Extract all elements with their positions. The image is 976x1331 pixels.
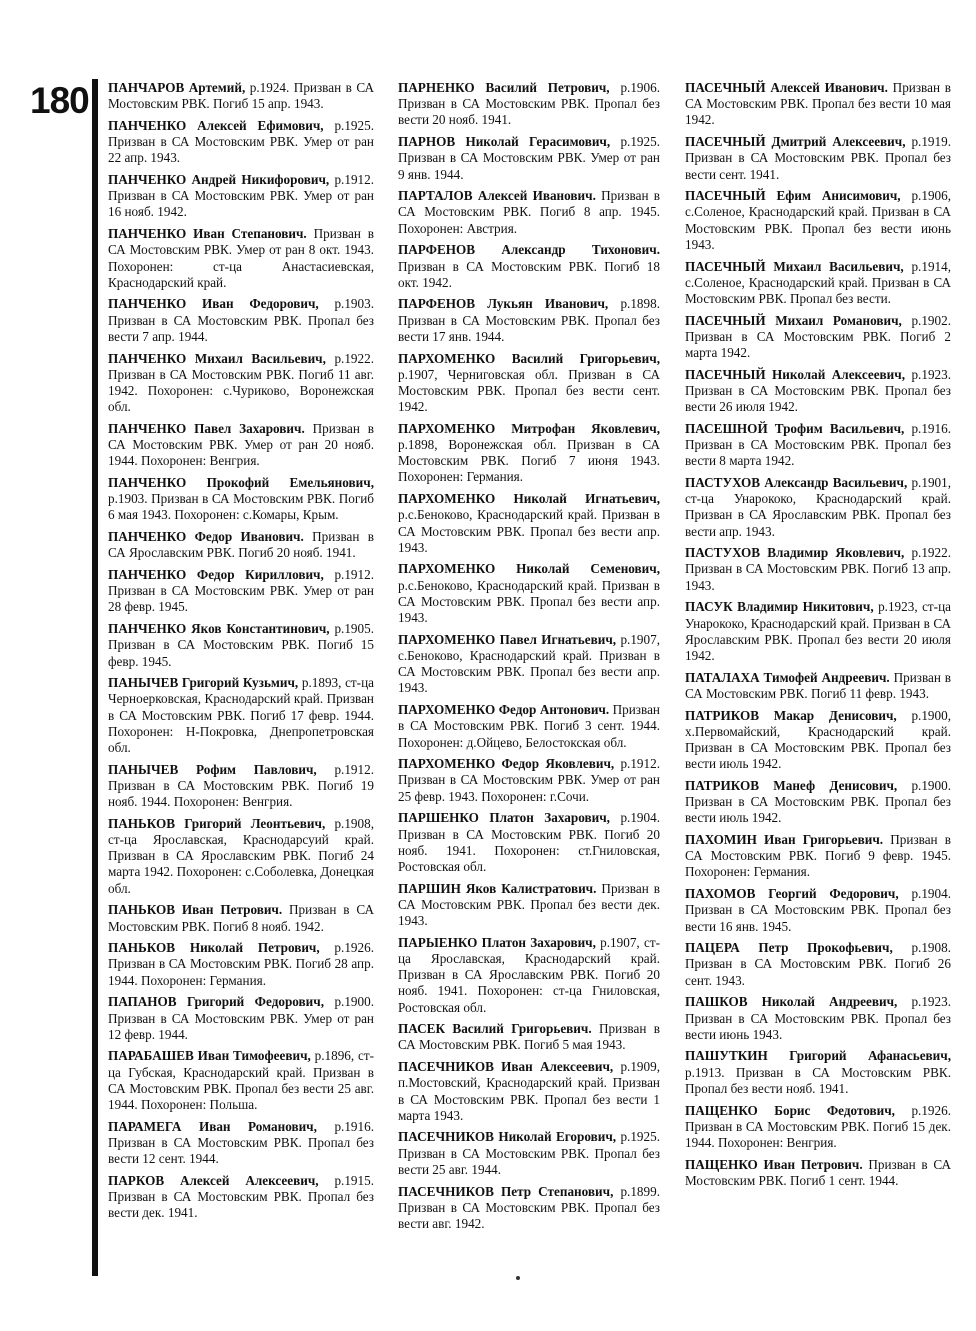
memorial-entry — [108, 118, 374, 167]
entry-surname: ПАРФЕНОВ — [398, 296, 476, 312]
entry-given-name: Иван Романович, — [198, 1118, 317, 1134]
memorial-entry — [108, 226, 374, 291]
memorial-entry — [685, 80, 951, 129]
entry-given-name: Иван Степанович. — [193, 226, 307, 242]
memorial-entry — [398, 756, 660, 805]
entry-surname: ПАНЫЧЕВ — [108, 761, 179, 777]
entry-details: р.1923. Призван в СА Мостовским РВК. Пропал без вести июнь 1943. — [685, 994, 951, 1042]
entry-details: р.1914, с.Соленое, Краснодарский край. Призван в СА Мостовским РВК. Пропал без вести. — [685, 258, 952, 306]
entry-surname: ПАШУТКИН — [685, 1048, 768, 1064]
memorial-entry — [685, 778, 951, 827]
memorial-entry — [108, 675, 374, 756]
entry-details: р.1903. Призван в СА Мостовским РВК. Погиб 6 мая 1943. Похоронен: с.Комары, Крым. — [108, 491, 374, 523]
entry-surname: ПАРХОМЕНКО — [398, 350, 496, 366]
entry-surname: ПАРТАЛОВ — [398, 188, 473, 204]
memorial-entry — [398, 351, 660, 416]
entry-details: р.1908, ст-ца Ярославская, Краснодарсуий край. Призван в СА Ярославским РВК. Погиб 24 марта 1942. Похоронен: с.Соболевка, Донецкая обл. — [108, 815, 374, 896]
entry-given-name: Александр Васильевич, — [764, 474, 908, 490]
entry-surname: ПАШКОВ — [685, 994, 748, 1010]
entry-details: р.1925. Призван в СА Мостовским РВК. Умер от ран 9 янв. 1944. — [398, 134, 660, 182]
entry-given-name: Платон Захарович, — [489, 810, 610, 826]
entry-details: р.1907, ст-ца Ярославская, Краснодарский край. Призван в СА Ярославским РВК. Погиб 20 нояб. 1941. Похоронен: ст-ца Гниловская, Ростовская обл. — [398, 934, 661, 1015]
entry-given-name: Григорий Кузьмич, — [181, 675, 299, 691]
entry-surname: ПАТРИКОВ — [685, 707, 760, 723]
entry-surname: ПАСТУХОВ — [685, 474, 761, 490]
memorial-entry — [685, 708, 951, 773]
entry-surname: ПАХОМОВ — [685, 886, 756, 902]
entry-given-name: Николай Егорович, — [498, 1129, 617, 1145]
entry-surname: ПАРХОМЕНКО — [398, 756, 496, 772]
entry-given-name: Иван Петрович. — [181, 902, 283, 918]
entry-surname: ПАРАМЕГА — [108, 1118, 182, 1134]
memorial-entry — [685, 188, 951, 253]
entry-given-name: Иван Федорович, — [202, 296, 319, 312]
entry-surname: ПАРФЕНОВ — [398, 242, 476, 258]
memorial-entry — [108, 172, 374, 221]
page-mark — [516, 1276, 520, 1280]
entry-surname: ПАНЬКОВ — [108, 815, 176, 831]
entry-surname: ПАНЧЕНКО — [108, 226, 187, 242]
entry-details: р.1915. Призван в СА Мостовским РВК. Пропал без вести дек. 1941. — [108, 1172, 374, 1221]
entry-details: р.с.Беноково, Краснодарский край. Призван в СА Мостовским РВК. Пропал без вести апр. 1943. — [398, 577, 660, 626]
entry-given-name: Михаил Васильевич, — [773, 258, 904, 274]
memorial-entry — [398, 421, 660, 486]
entry-details: р.1916. Призван в СА Мостовским РВК. Пропал без вести 12 сент. 1944. — [108, 1118, 375, 1167]
entry-given-name: Ефим Анисимович, — [776, 188, 901, 204]
entry-surname: ПАСЕЧНЫЙ — [685, 134, 766, 150]
memorial-entry — [398, 1129, 660, 1178]
entry-given-name: Иван Григорьевич. — [764, 832, 884, 848]
entry-details: Призван в СА Мостовским РВК. Погиб 11 февр. 1943. — [685, 669, 952, 701]
entry-given-name: Георгий Федорович, — [768, 886, 899, 902]
entry-given-name: Федор Кириллович, — [196, 566, 324, 582]
entry-surname: ПАЩЕНКО — [685, 1156, 758, 1172]
entry-details: р.1901, ст-ца Унарококо, Краснодарский край. Призван в СА Ярославским РВК. Пропал без вести апр. 1943. — [685, 474, 952, 539]
memorial-entry — [398, 702, 660, 751]
memorial-entry — [398, 188, 660, 237]
entry-given-name: Владимир Никитович, — [737, 599, 874, 615]
entry-given-name: Александр Тихонович. — [501, 242, 660, 258]
margin-rule — [92, 79, 98, 1276]
entry-details: р.1924. Призван в СА Мостовским РВК. Погиб 15 апр. 1943. — [108, 80, 374, 112]
entry-details: р.1908. Призван в СА Мостовским РВК. Погиб 26 сент. 1943. — [685, 940, 952, 988]
entry-given-name: Макар Денисович, — [773, 707, 897, 723]
entry-given-name: Иван Тимофеевич, — [197, 1048, 311, 1064]
entry-surname: ПАРШЕНКО — [398, 810, 479, 826]
entry-surname: ПАНЧЕНКО — [108, 296, 187, 312]
entry-given-name: Платон Захарович, — [481, 934, 596, 950]
entry-surname: ПАНЧЕНКО — [108, 420, 187, 436]
memorial-entry — [685, 994, 951, 1043]
entry-details: р.1925. Призван в СА Мостовским РВК. Умер от ран 22 апр. 1943. — [108, 117, 375, 166]
memorial-entry — [398, 296, 660, 345]
memorial-entry — [108, 475, 374, 524]
entry-details: р.1923, ст-ца Унарококо, Краснодарский край. Призван в СА Ярославским РВК. Пропал без вести 20 июля 1942. — [685, 599, 951, 663]
entry-given-name: Федор Яковлевич, — [501, 756, 615, 772]
entry-surname: ПАНЫЧЕВ — [108, 675, 179, 691]
memorial-entry — [108, 296, 374, 345]
entry-details: р.1905. Призван в СА Мостовским РВК. Погиб 15 февр. 1945. — [108, 621, 375, 669]
entry-details: Призван в СА Мостовским РВК. Погиб 8 апр. 1945. Похоронен: Австрия. — [398, 188, 660, 236]
entry-details: р.1922. Призван в СА Мостовским РВК. Погиб 13 апр. 1943. — [685, 545, 951, 593]
entry-surname: ПАХОМИН — [685, 832, 757, 848]
memorial-entry — [685, 886, 951, 935]
entry-surname: ПАСЕЧНИКОВ — [398, 1183, 494, 1199]
entry-given-name: Михаил Романович, — [775, 312, 902, 328]
entry-details: р.1900. Призван в СА Мостовским РВК. Пропал без вести июль 1942. — [685, 777, 952, 826]
entry-details: р.1923. Призван в СА Мостовским РВК. Пропал без вести 26 июля 1942. — [685, 366, 952, 415]
entry-details: р.1926. Призван в СА Мостовским РВК. Погиб 28 апр. 1944. Похоронен: Германия. — [108, 940, 374, 988]
entry-details: р.1912. Призван в СА Мостовским РВК. Умер от ран 25 февр. 1943. Похоронен: г.Сочи. — [398, 756, 660, 804]
entry-details: р.1907, с.Беноково, Краснодарский край. Призван в СА Мостовским РВК. Пропал без вести апр. 1943. — [398, 631, 661, 696]
entry-surname: ПАРШИН — [398, 880, 461, 896]
memorial-entry — [685, 134, 951, 183]
entry-given-name: Манеф Денисович, — [773, 777, 898, 793]
entry-given-name: Алексей Иванович. — [770, 80, 888, 95]
memorial-entry — [398, 134, 660, 183]
entry-given-name: Алексей Иванович. — [477, 188, 596, 204]
entry-details: р.1912. Призван в СА Мостовским РВК. Умер от ран 16 нояб. 1942. — [108, 172, 375, 220]
entry-surname: ПАСЕЧНЫЙ — [685, 366, 766, 382]
entry-details: р.1893, ст-ца Черноерковская, Краснодарский край. Призван в СА Мостовским РВК. Погиб 17 февр. 1944. Похоронен: Н-Покровка, Днепропетровская обл. — [108, 675, 374, 756]
entry-surname: ПАРХОМЕНКО — [398, 561, 496, 577]
entry-details: Призван в СА Мостовским РВК. Погиб 5 мая 1943. — [398, 1021, 661, 1053]
entry-details: р.1907, Черниговская обл. Призван в СА Мостовским РВК. Пропал без вести сент. 1942. — [398, 366, 660, 415]
entry-given-name: Тимофей Андреевич. — [763, 669, 890, 685]
memorial-entry — [685, 421, 951, 470]
entry-given-name: Владимир Яковлевич, — [767, 545, 905, 561]
entry-surname: ПАТАЛАХА — [685, 669, 760, 685]
entry-details: р.1912. Призван в СА Мостовским РВК. Умер от ран 28 февр. 1945. — [108, 566, 375, 615]
entry-details: р.1898, Воронежская обл. Призван в СА Мостовским РВК. Погиб 7 июня 1943. Похоронен: Германия. — [398, 437, 660, 485]
memorial-entry — [108, 621, 374, 670]
entry-surname: ПАНЬКОВ — [108, 940, 176, 956]
entry-given-name: Иван Алексеевич, — [501, 1059, 614, 1075]
memorial-entry — [685, 670, 951, 702]
entry-given-name: Прокофий Емельянович, — [206, 474, 374, 490]
memorial-entry — [685, 259, 951, 308]
entry-details: Призван в СА Мостовским РВК. Погиб 18 окт. 1942. — [398, 258, 660, 290]
entry-surname: ПАСЕК — [398, 1021, 446, 1037]
entry-given-name: Яков Калистратович. — [465, 880, 597, 896]
entry-surname: ПАРХОМЕНКО — [398, 631, 496, 647]
entry-surname: ПАСЕЧНИКОВ — [398, 1129, 494, 1145]
entry-given-name: Петр Степанович, — [501, 1183, 614, 1199]
entry-details: р.1898. Призван в СА Мостовским РВК. Пропал без вести 17 янв. 1944. — [398, 296, 660, 344]
entry-surname: ПАНЧЕНКО — [108, 529, 187, 545]
memorial-entry — [685, 1048, 951, 1097]
entry-surname: ПАНЧЕНКО — [108, 117, 187, 133]
entry-given-name: Яков Константинович, — [191, 621, 330, 637]
entry-surname: ПАСЕЧНИКОВ — [398, 1059, 494, 1075]
entry-details: р.1903. Призван в СА Мостовским РВК. Пропал без вести 7 апр. 1944. — [108, 296, 375, 344]
entry-given-name: Дмитрий Алексеевич, — [771, 134, 906, 150]
entry-given-name: Василий Григорьевич. — [452, 1021, 592, 1037]
entry-details: р.1906, с.Соленое, Краснодарский край. Призван в СА Мостовским РВК. Пропал без вести июнь 1943. — [685, 188, 952, 252]
memorial-entry — [108, 567, 374, 616]
entry-details: Призван в СА Мостовским РВК. Погиб 9 февр. 1945. Похоронен: Германия. — [685, 832, 951, 880]
entry-given-name: Алексей Алексеевич, — [179, 1172, 319, 1188]
entry-given-name: Павел Игнатьевич, — [499, 631, 617, 647]
entry-details: р.1904. Призван в СА Мостовским РВК. Погиб 20 нояб. 1941. Похоронен: ст.Гниловская, Ростовская обл. — [398, 810, 661, 874]
entry-given-name: Артемий, — [188, 80, 246, 95]
entry-given-name: Борис Федотович, — [774, 1102, 895, 1118]
entry-details: Призван в СА Мостовским РВК. Погиб 3 сент. 1944. Похоронен: д.Ойцево, Белостокская обл. — [398, 702, 660, 750]
entry-given-name: Трофим Васильевич, — [774, 420, 905, 436]
entry-details: р.1919. Призван в СА Мостовским РВК. Пропал без вести сент. 1941. — [685, 134, 952, 182]
entry-details: р.1904. Призван в СА Мостовским РВК. Пропал без вести 16 янв. 1945. — [685, 886, 951, 934]
entry-surname: ПАНЧЕНКО — [108, 566, 187, 582]
entry-surname: ПАСЕШНОЙ — [685, 420, 768, 436]
entry-details: Призван в СА Мостовским РВК. Пропал без вести 10 мая 1942. — [685, 80, 952, 128]
entry-details: Призван в СА Мостовским РВК. Умер от ран 8 окт. 1943. Похоронен: ст-ца Анастасиевская, Краснодарский край. — [108, 226, 375, 290]
entry-surname: ПАЦЕРА — [685, 940, 740, 956]
memorial-entry — [685, 545, 951, 594]
entry-details: р.1896, ст-ца Губская, Краснодарский край. Призван в СА Мостовским РВК. Пропал без вести 25 авг. 1944. Похоронен: Польша. — [108, 1048, 375, 1113]
entry-surname: ПАНЧАРОВ — [108, 80, 185, 95]
entry-surname: ПАЩЕНКО — [685, 1102, 758, 1118]
memorial-entry — [398, 881, 660, 930]
memorial-entry — [685, 1157, 951, 1189]
entry-details: р.1913. Призван в СА Мостовским РВК. Пропал без вести нояб. 1941. — [685, 1064, 951, 1096]
column-3 — [685, 80, 951, 1195]
entry-details: р.1925. Призван в СА Мостовским РВК. Пропал без вести 25 авг. 1944. — [398, 1129, 661, 1177]
memorial-entry — [108, 1048, 374, 1113]
memorial-entry — [108, 421, 374, 470]
entry-surname: ПАРХОМЕНКО — [398, 491, 496, 507]
memorial-entry — [108, 940, 374, 989]
memorial-entry — [398, 242, 660, 291]
entry-surname: ПАНЧЕНКО — [108, 474, 187, 490]
entry-given-name: Григорий Леонтьевич, — [184, 815, 326, 831]
entry-given-name: Григорий Афанасьевич, — [789, 1048, 952, 1064]
entry-given-name: Михаил Васильевич, — [194, 350, 326, 366]
entry-given-name: Григорий Федорович, — [186, 994, 325, 1010]
entry-surname: ПАСЕЧНЫЙ — [685, 188, 766, 204]
entry-details: р.1909, п.Мостовский, Краснодарский край. Призван в СА Мостовским РВК. Пропал без вести 1 марта 1943. — [398, 1059, 660, 1123]
entry-surname: ПАРХОМЕНКО — [398, 420, 496, 436]
entry-details: р.1906. Призван в СА Мостовским РВК. Пропал без вести 20 нояб. 1941. — [398, 80, 661, 128]
memorial-entry — [398, 810, 660, 875]
memorial-entry — [685, 1103, 951, 1152]
memorial-entry — [398, 632, 660, 697]
entry-details: Призван в СА Мостовским РВК. Погиб 1 сент. 1944. — [685, 1156, 951, 1188]
entry-details: Призван в СА Мостовским РВК. Пропал без вести дек. 1943. — [398, 880, 661, 929]
entry-details: р.1902. Призван в СА Мостовским РВК. Погиб 2 марта 1942. — [685, 312, 952, 361]
memorial-entry — [108, 1173, 374, 1222]
entry-given-name: Петр Прокофьевич, — [758, 940, 893, 956]
memorial-entry — [685, 599, 951, 664]
memorial-entry — [108, 902, 374, 934]
memorial-entry — [685, 367, 951, 416]
entry-given-name: Иван Петрович. — [763, 1156, 863, 1172]
entry-surname: ПАПАНОВ — [108, 994, 177, 1010]
entry-given-name: Митрофан Яковлевич, — [511, 420, 661, 436]
entry-surname: ПАСЕЧНЫЙ — [685, 80, 766, 95]
entry-given-name: Николай Игнатьевич, — [513, 491, 660, 507]
entry-given-name: Федор Антонович. — [498, 702, 610, 718]
entry-given-name: Алексей Ефимович, — [197, 117, 324, 133]
entry-surname: ПАНЧЕНКО — [108, 172, 187, 188]
memorial-entry — [398, 935, 660, 1016]
entry-surname: ПАНЧЕНКО — [108, 350, 187, 366]
entry-surname: ПАСТУХОВ — [685, 545, 761, 561]
entry-surname: ПАРАБАШЕВ — [108, 1048, 194, 1064]
entry-given-name: Лукьян Иванович, — [487, 296, 609, 312]
entry-details: р.1899. Призван в СА Мостовским РВК. Пропал без вести авг. 1942. — [398, 1183, 661, 1231]
entry-details: р.1926. Призван в СА Мостовским РВК. Погиб 15 дек. 1944. Похоронен: Венгрия. — [685, 1102, 951, 1150]
memorial-entry — [685, 940, 951, 989]
entry-surname: ПАТРИКОВ — [685, 777, 760, 793]
memorial-entry — [685, 313, 951, 362]
entry-surname: ПАРКОВ — [108, 1172, 165, 1188]
memorial-entry — [398, 1059, 660, 1124]
entry-details: Призван в СА Мостовским РВК. Умер от ран 20 нояб. 1944. Похоронен: Венгрия. — [108, 420, 374, 469]
entry-given-name: Федор Иванович. — [194, 529, 304, 545]
entry-surname: ПАСЕЧНЫЙ — [685, 258, 766, 274]
memorial-entry — [108, 994, 374, 1043]
entry-details: р.1916. Призван в СА Мостовским РВК. Пропал без вести 8 марта 1942. — [685, 420, 951, 469]
entry-details: р.1900. Призван в СА Мостовским РВК. Умер от ран 12 февр. 1944. — [108, 994, 375, 1042]
memorial-entry — [108, 762, 374, 811]
entry-given-name: Николай Петрович, — [189, 940, 320, 956]
entry-given-name: Николай Герасимович, — [465, 134, 611, 150]
column-2 — [398, 80, 660, 1238]
memorial-entry — [398, 1184, 660, 1233]
entry-surname: ПАРНОВ — [398, 134, 456, 150]
entry-surname: ПАРЫЕНКО — [398, 934, 478, 950]
memorial-entry — [398, 1021, 660, 1053]
entry-details: Призван в СА Мостовским РВК. Погиб 8 нояб. 1942. — [108, 902, 375, 934]
entry-given-name: Николай Андреевич, — [761, 994, 898, 1010]
memorial-entry — [398, 80, 660, 129]
memorial-entry — [685, 475, 951, 540]
entry-details: р.1922. Призван в СА Мостовским РВК. Погиб 11 авг. 1942. Похоронен: с.Чуриково, Воронежская обл. — [108, 350, 374, 415]
entry-given-name: Андрей Никифорович, — [191, 172, 330, 188]
entry-surname: ПАСУК — [685, 599, 733, 615]
entry-details: р.с.Беноково, Краснодарский край. Призван в СА Мостовским РВК. Пропал без вести апр. 1943. — [398, 507, 660, 555]
entry-details: р.1900, х.Первомайский, Краснодарский край. Призван в СА Мостовским РВК. Пропал без вести июль 1942. — [685, 707, 952, 772]
memorial-entry — [685, 832, 951, 881]
memorial-entry — [398, 491, 660, 556]
entry-given-name: Павел Захарович. — [194, 420, 305, 436]
memorial-entry — [398, 561, 660, 626]
memorial-entry — [108, 80, 374, 112]
entry-given-name: Василий Григорьевич, — [511, 350, 661, 366]
entry-given-name: Николай Алексеевич, — [772, 366, 906, 382]
entry-details: р.1912. Призван в СА Мостовским РВК. Погиб 19 нояб. 1944. Похоронен: Венгрия. — [108, 761, 375, 810]
memorial-entry — [108, 351, 374, 416]
entry-surname: ПАНЬКОВ — [108, 902, 176, 918]
entry-given-name: Василий Петрович, — [485, 80, 610, 95]
column-1 — [108, 80, 374, 1227]
entry-surname: ПАНЧЕНКО — [108, 621, 187, 637]
entry-details: Призван в СА Ярославским РВК. Погиб 20 нояб. 1941. — [108, 529, 374, 561]
entry-surname: ПАСЕЧНЫЙ — [685, 312, 766, 328]
entry-given-name: Рофим Павлович, — [196, 761, 317, 777]
memorial-entry — [108, 529, 374, 561]
page-number: 180 — [30, 80, 89, 121]
memorial-entry — [108, 816, 374, 897]
entry-surname: ПАРНЕНКО — [398, 80, 475, 95]
entry-surname: ПАРХОМЕНКО — [398, 702, 496, 718]
entry-given-name: Николай Семенович, — [516, 561, 661, 577]
memorial-entry — [108, 1119, 374, 1168]
